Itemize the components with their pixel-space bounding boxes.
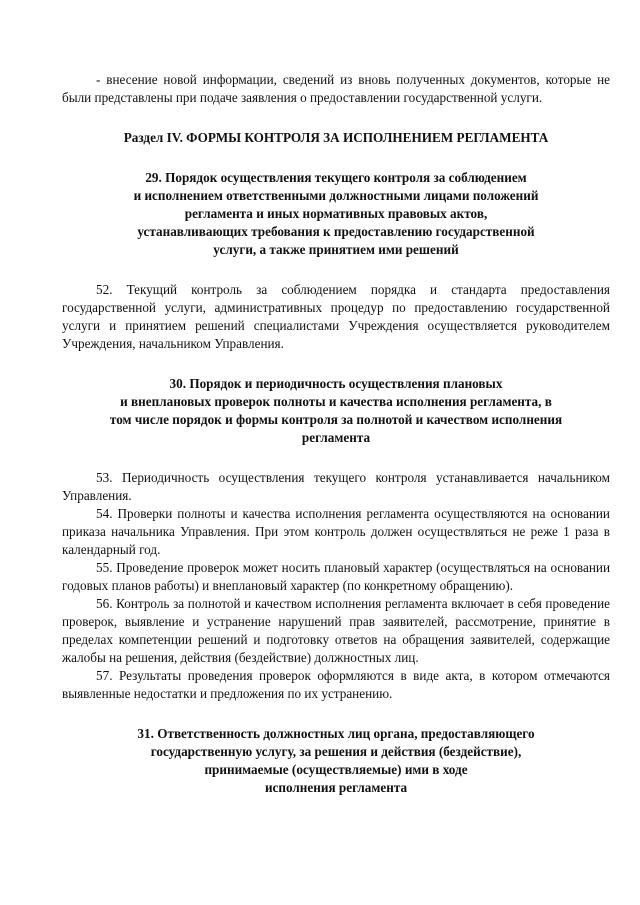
heading-line: услуги, а также принятием ими решений [213, 242, 459, 257]
heading-line: регламента и иных нормативных правовых актов, [184, 206, 488, 221]
intro-paragraph: - внесение новой информации, сведений из вновь полученных документов, которые не были представлены при подаче заявления о предоставлении государственной услуги. [62, 72, 610, 105]
heading-line: государственную услугу, за решения и действия (бездействие), [150, 744, 522, 759]
section-title: Раздел IV. ФОРМЫ КОНТРОЛЯ ЗА ИСПОЛНЕНИЕМ РЕГЛАМЕНТА [123, 130, 549, 145]
heading-line: устанавливающих требования к предоставлению государственной [137, 224, 535, 239]
spacer [62, 447, 610, 469]
paragraph-57: 57. Результаты проведения проверок оформляются в виде акта, в котором отмечаются выявленные недостатки и предложения по их устранению. [62, 668, 610, 701]
heading-line: исполнения регламента [264, 780, 408, 795]
heading-line: 31. Ответственность должностных лиц органа, предоставляющего [137, 726, 535, 741]
subsection-30-heading [62, 375, 610, 447]
heading-line: 30. Порядок и периодичность осуществления плановых [169, 376, 503, 391]
heading-line: и внеплановых проверок полноты и качества исполнения регламента, в [120, 394, 552, 409]
spacer [62, 147, 610, 169]
spacer [62, 259, 610, 281]
heading-line: принимаемые (осуществляемые) ими в ходе [204, 762, 468, 777]
paragraph-56: 56. Контроль за полнотой и качеством исполнения регламента включает в себя проведение проверок, выявление и устранение нарушений прав заявителей, рассмотрение, принятие в пределах компетенции решений и подготовку ответов на обращения заявителей, содержащие жалобы на решения, действия (бездействие) должностных лиц. [62, 596, 610, 665]
heading-line: том числе порядок и формы контроля за полнотой и качеством исполнения [109, 412, 563, 427]
spacer [62, 107, 610, 129]
heading-line: 29. Порядок осуществления текущего контроля за соблюдением [145, 170, 527, 185]
paragraph-53: 53. Периодичность осуществления текущего контроля устанавливается начальником Управления. [62, 470, 610, 503]
spacer [62, 353, 610, 375]
document-page [62, 71, 610, 797]
subsection-29-heading [62, 169, 610, 259]
heading-line: регламента [301, 430, 371, 445]
subsection-31-heading [62, 725, 610, 797]
heading-line: и исполнением ответственными должностными лицами положений [133, 188, 539, 203]
paragraph-55: 55. Проведение проверок может носить плановый характер (осуществляться на основании годовых планов работы) и внеплановый характер (по конкретному обращению). [62, 560, 610, 593]
paragraph-54: 54. Проверки полноты и качества исполнения регламента осуществляются на основании приказа начальника Управления. При этом контроль должен осуществляться не реже 1 раза в календарный год. [62, 506, 610, 557]
paragraph-52: 52. Текущий контроль за соблюдением порядка и стандарта предоставления государственной услуги, административных процедур по предоставлению государственной услуги и принятием решений специалистами Учреждения осуществляется руководителем Учреждения, начальником Управления. [62, 282, 610, 351]
spacer [62, 703, 610, 725]
